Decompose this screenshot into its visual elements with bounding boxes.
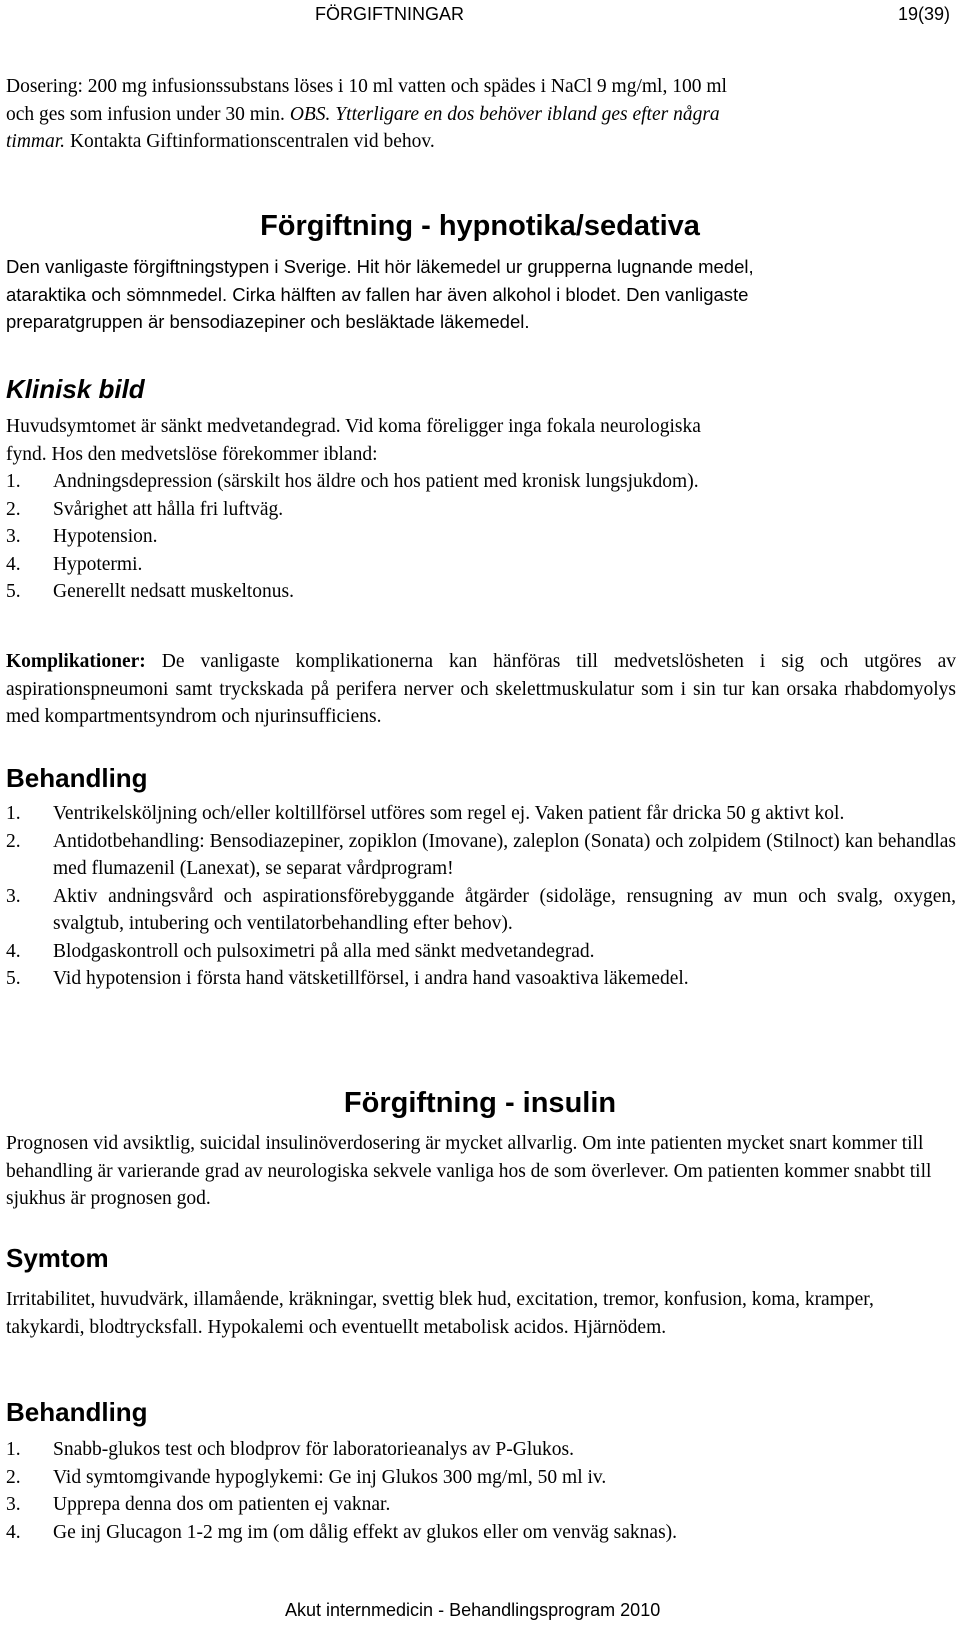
komplikationer-text: De vanligaste komplikationerna kan hänföras till medvetslösheten i sig och utgöres av aspirationspneumoni samt tryckskada på perifera nerver och skelettmuskulatur som i sin tur kan orsaka rhabdomyolys med kompartmentsyndrom och njurinsufficiens. [6, 651, 956, 727]
klinisk-bild-text [6, 413, 956, 468]
komplikationer-paragraph [6, 648, 956, 731]
klinisk-bild-heading: Klinisk bild [6, 374, 145, 404]
list-item: 1. Snabb-glukos test och blodprov för laboratorieanalys av P-Glukos. [6, 1439, 574, 1460]
behandling-heading-sedativa: Behandling [6, 763, 148, 793]
list-item: 3. Hypotension. [6, 526, 158, 547]
insulin-intro: Prognosen vid avsiktlig, suicidal insulinöverdosering är mycket allvarlig. Om inte patienten mycket snart kommer till behandling är varierande grad av neurologiska sekvele vanliga hos de som överlever. Om patienten kommer snabbt till sjukhus är prognosen god. [6, 1133, 932, 1209]
page-footer: Akut internmedicin - Behandlingsprogram 2010 [285, 1600, 661, 1620]
list-item: 4. Blodgaskontroll och pulsoximetri på alla med sänkt medvetandegrad. [6, 940, 595, 962]
klinisk-line-1: Huvudsymtomet är sänkt medvetandegrad. Vid koma föreligger inga fokala neurologiska [6, 416, 701, 437]
symtom-text: Irritabilitet, huvudvärk, illamående, kräkningar, svettig blek hud, excitation, tremor, konfusion, koma, kramper, takykardi, blodtrycksfall. Hypokalemi och eventuellt metabolisk acidos. Hjärnödem. [6, 1289, 874, 1338]
behandling-heading-insulin: Behandling [6, 1397, 148, 1427]
klinisk-bild-list [6, 468, 956, 606]
list-item: 5. Vid hypotension i första hand vätsketillförsel, i andra hand vasoaktiva läkemedel. [6, 968, 689, 989]
list-item: 2. Svårighet att hålla fri luftväg. [6, 498, 284, 520]
list-item: 2. Antidotbehandling: Bensodiazepiner, zopiklon (Imovane), zaleplon (Sonata) och zolpidem (Stilnoct) kan behandlas med flumazenil (Lanexat), se separat vårdprogram! [6, 830, 956, 879]
list-item: 3. Aktiv andningsvård och aspirationsförebyggande åtgärder (sidoläge, rensugning av mun och svalg, oxygen, svalgtub, intubering och ventilatorbehandling efter behov). [6, 885, 956, 934]
komplikationer-label: Komplikationer: [6, 651, 146, 672]
list-item: 4. Hypotermi. [6, 553, 143, 575]
dosage-line-1: Dosering: 200 mg infusionssubstans löses i 10 ml vatten och spädes i NaCl 9 mg/ml, 100 ml [6, 76, 727, 97]
symtom-heading: Symtom [6, 1243, 109, 1273]
page-header-title: FÖRGIFTNINGAR [315, 4, 464, 24]
behandling-list-insulin [6, 1436, 956, 1546]
page-number: 19(39) [897, 4, 950, 24]
obs-note: OBS. Ytterligare en dos behöver ibland ges efter några [289, 103, 720, 125]
list-item: 1. Ventrikelsköljning och/eller koltillförsel utföres som regel ej. Vaken patient får dricka 50 g aktivt kol. [6, 803, 845, 824]
klinisk-line-2: fynd. Hos den medvetslöse förekommer ibland: [6, 443, 378, 465]
sedativa-intro [6, 253, 956, 336]
list-item: 5. Generellt nedsatt muskeltonus. [6, 581, 294, 602]
list-item: 3. Upprepa denna dos om patienten ej vaknar. [6, 1494, 391, 1515]
section-heading-sedativa: Förgiftning - hypnotika/sedativa [260, 210, 700, 242]
dosage-line-2: och ges som infusion under 30 min. OBS. Ytterligare en dos behöver ibland ges efter några [6, 103, 720, 125]
list-item: 1. Andningsdepression (särskilt hos äldre och hos patient med kronisk lungsjukdom). [6, 471, 699, 492]
section-heading-insulin: Förgiftning - insulin [343, 1087, 617, 1119]
sedativa-intro-line-2: ataraktika och sömnmedel. Cirka hälften av fallen har även alkohol i blodet. Den vanligaste [6, 283, 749, 305]
sedativa-intro-line-3: preparatgruppen är bensodiazepiner och besläktade läkemedel. [6, 311, 530, 332]
dosage-paragraph [6, 73, 956, 156]
dosage-line-3: timmar. Kontakta Giftinformationscentralen vid behov. [6, 131, 435, 152]
sedativa-intro-line-1: Den vanligaste förgiftningstypen i Sverige. Hit hör läkemedel ur grupperna lugnande medel, [6, 256, 754, 277]
behandling-list-sedativa [6, 800, 956, 993]
list-item: 4. Ge inj Glucagon 1-2 mg im (om dålig effekt av glukos eller om venväg saknas). [6, 1521, 678, 1543]
list-item: 2. Vid symtomgivande hypoglykemi: Ge inj Glukos 300 mg/ml, 50 ml iv. [6, 1466, 607, 1488]
